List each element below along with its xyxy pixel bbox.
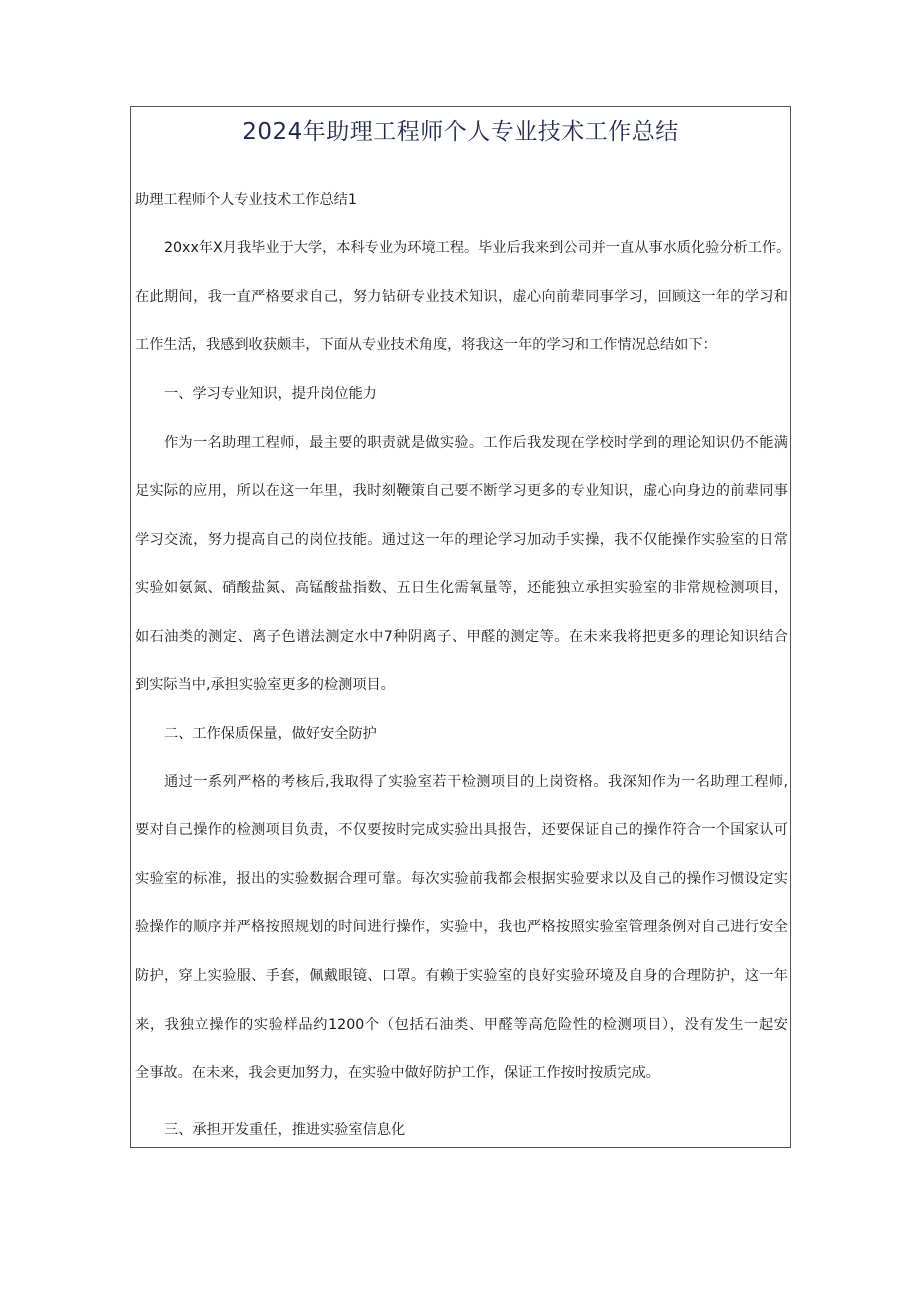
paragraph-line: 验操作的顺序并严格按照规划的时间进行操作，实验中，我也严格按照实验室管理条例对自己进行安全 — [135, 919, 788, 935]
paragraph-line: 作为一名助理工程师，最主要的职责就是做实验。工作后我发现在学校时学到的理论知识仍不能满 — [164, 435, 788, 451]
paragraph-line: 足实际的应用，所以在这一年里，我时刻鞭策自己要不断学习更多的专业知识，虚心向身边的前辈同事 — [135, 483, 788, 499]
paragraph-line: 到实际当中,承担实验室更多的检测项目。 — [135, 677, 395, 693]
section-heading: 一、学习专业知识，提升岗位能力 — [164, 386, 377, 402]
section-heading: 三、承担开发重任，推进实验室信息化 — [164, 1122, 406, 1138]
section-subtitle: 助理工程师个人专业技术工作总结1 — [135, 192, 357, 208]
document-title: 2024年助理工程师个人专业技术工作总结 — [242, 119, 679, 145]
paragraph-line: 如石油类的测定、离子色谱法测定水中7种阴离子、甲醛的测定等。在未来我将把更多的理论知识结合 — [135, 629, 788, 645]
paragraph-line: 学习交流，努力提高自己的岗位技能。通过这一年的理论学习加动手实操，我不仅能操作实验室的日常 — [135, 532, 788, 548]
paragraph-line: 全事故。在未来，我会更加努力，在实验中做好防护工作，保证工作按时按质完成。 — [135, 1065, 660, 1081]
paragraph-line: 工作生活，我感到收获颇丰，下面从专业技术角度，将我这一年的学习和工作情况总结如下： — [135, 337, 717, 353]
paragraph-line: 20xx年X月我毕业于大学，本科专业为环境工程。毕业后我来到公司并一直从事水质化验分析工作。 — [164, 240, 791, 256]
paragraph-line: 要对自己操作的检测项目负责，不仅要按时完成实验出具报告，还要保证自己的操作符合一个国家认可 — [135, 822, 788, 838]
document-page — [130, 106, 791, 1148]
paragraph-line: 来，我独立操作的实验样品约1200个（包括石油类、甲醛等高危险性的检测项目），没有发生一起安 — [135, 1017, 788, 1033]
paragraph-line: 实验室的标准，报出的实验数据合理可靠。每次实验前我都会根据实验要求以及自己的操作习惯设定实 — [135, 871, 788, 887]
paragraph-line: 通过一系列严格的考核后,我取得了实验室若干检测项目的上岗资格。我深知作为一名助理工程师, — [164, 774, 788, 790]
paragraph-line: 实验如氨氮、硝酸盐氮、高锰酸盐指数、五日生化需氧量等，还能独立承担实验室的非常规检测项目， — [135, 580, 788, 596]
section-heading: 二、工作保质保量，做好安全防护 — [164, 726, 377, 742]
paragraph-line: 防护，穿上实验服、手套，佩戴眼镜、口罩。有赖于实验室的良好实验环境及自身的合理防护，这一年 — [135, 968, 788, 984]
paragraph-line: 在此期间，我一直严格要求自己，努力钻研专业技术知识，虚心向前辈同事学习，回顾这一年的学习和 — [135, 289, 788, 305]
